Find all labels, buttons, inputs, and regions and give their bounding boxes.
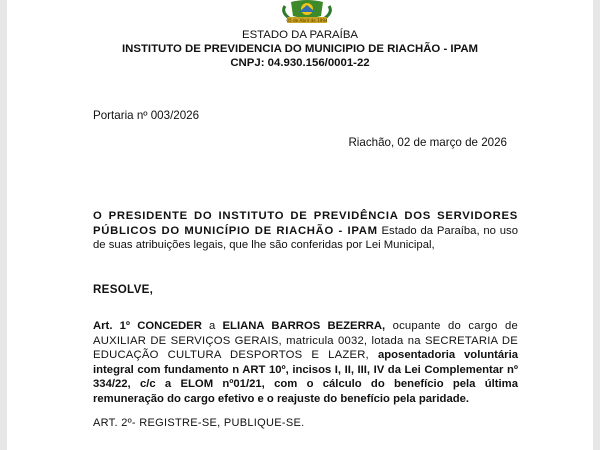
art1-grant: aposentadoria voluntária integral com fundamento n ART 10º, incisos I, II, III, IV da Lei Complementar nº 334/22, c/c a ELOM nº01/21, com o cálculo do benefício pela última remuneração do cargo efetivo e o reajuste do benefício pela paridade.: [93, 349, 518, 405]
beneficiary-name: ELIANA BARROS BEZERRA,: [222, 320, 386, 332]
art1-label: Art. 1º CONCEDER: [93, 320, 202, 332]
intro-caps: O PRESIDENTE DO INSTITUTO DE PREVIDÊNCIA DOS SERVIDORES PÚBLICOS DO MUNICÍPIO DE RIACHÃO - IPAM: [93, 210, 518, 237]
cnpj: CNPJ: 04.930.156/0001-22: [230, 57, 370, 69]
institute-name: INSTITUTO DE PREVIDENCIA DO MUNICIPIO DE RIACHÃO - IPAM: [121, 43, 479, 55]
resolve-heading: RESOLVE,: [93, 283, 154, 296]
article-2: ART. 2º- REGISTRE-SE, PUBLIQUE-SE.: [93, 417, 305, 429]
portaria-number: Portaria nº 003/2026: [93, 109, 200, 122]
intro-rest: Estado da Paraíba, no uso de suas atribuições legais, que lhe são conferidas por Lei Municipal,: [93, 224, 518, 252]
art1-connector: a: [201, 320, 223, 332]
article-1: [93, 319, 518, 407]
intro-paragraph: [93, 209, 518, 253]
art1-body: ocupante do cargo de AUXILIAR DE SERVIÇOS GERAIS, matricula 0032, lotada na SECRETARIA DE EDUCAÇÃO CULTURA DESPORTOS E LAZER,: [93, 320, 518, 362]
crest-caption: 05 de Abril de 1994: [286, 17, 328, 23]
state-name: ESTADO DA PARAÍBA: [241, 29, 359, 41]
place-date: Riachão, 02 de março de 2026: [348, 136, 507, 149]
municipal-crest-icon: [271, 0, 343, 26]
document-page: [7, 0, 593, 450]
